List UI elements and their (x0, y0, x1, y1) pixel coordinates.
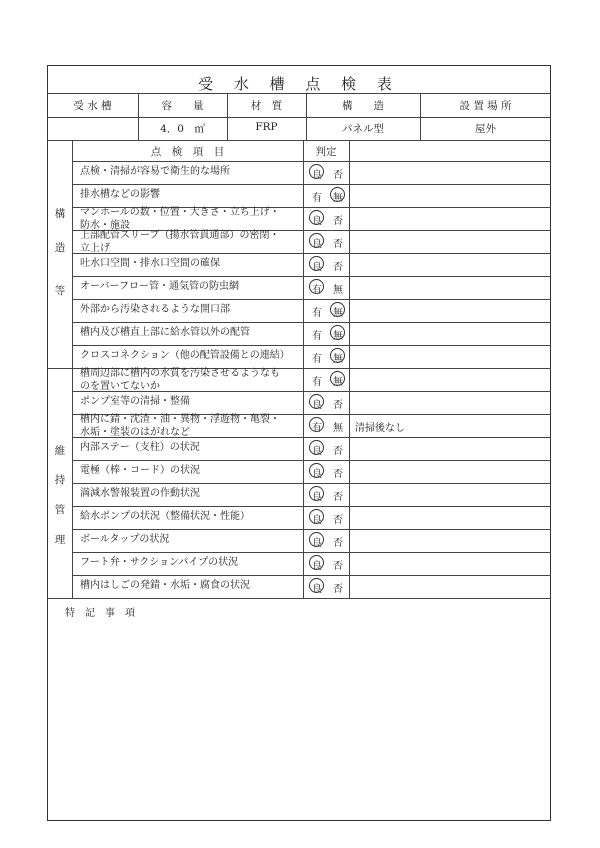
section-label-structure: 等 (54, 285, 66, 297)
check-item-label (80, 350, 290, 363)
check-item-line: 電極（棒・コード）の状況 (80, 465, 200, 476)
judgment-option-a: 良 (312, 492, 322, 503)
judgment-option-a: 良 (312, 446, 322, 457)
judgment-option-a: 良 (312, 538, 322, 549)
check-item-label (80, 534, 169, 547)
judgment-option-b: 否 (333, 515, 343, 526)
judgment-header: 判定 (315, 146, 337, 158)
rule-line (72, 483, 551, 484)
judgment-option-a: 良 (312, 262, 322, 273)
judgment-option-b: 無 (333, 423, 343, 434)
rule-line (72, 575, 551, 576)
spec-location: 屋外 (475, 123, 496, 135)
check-item-label (80, 189, 160, 202)
selected-circle-mark (330, 187, 345, 202)
selected-circle-mark (309, 532, 324, 547)
selected-circle-mark (309, 256, 324, 271)
check-item-label (80, 414, 280, 439)
header-col2: 容 量 (161, 100, 204, 112)
rule-line (72, 184, 551, 185)
check-item-line: 満減水警報装置の作動状況 (80, 488, 200, 499)
judgment-option-b: 無 (333, 308, 343, 319)
rule-line (47, 117, 551, 118)
judgment-option-b: 否 (333, 538, 343, 549)
rule-line (72, 161, 551, 162)
check-item-label (80, 166, 230, 179)
selected-circle-mark (330, 348, 345, 363)
header-col1: 受 水 槽 (73, 100, 112, 112)
rule-line (72, 322, 551, 323)
remarks-boundary (47, 598, 551, 599)
check-item-label (80, 230, 280, 255)
check-item-line: 立上げ (80, 242, 110, 254)
judgment-option-b: 無 (333, 285, 343, 296)
judgment-option-a: 良 (312, 469, 322, 480)
section-label-structure: 造 (54, 242, 66, 254)
selected-circle-mark (309, 279, 324, 294)
judgment-option-b: 無 (333, 331, 343, 342)
check-item-line: 点検・清掃が容易で衛生的な場所 (80, 166, 230, 177)
judgment-option-a: 良 (312, 216, 322, 227)
check-item-label (80, 327, 250, 340)
section-label-structure: 構 (54, 208, 66, 220)
judgment-option-b: 否 (333, 216, 343, 227)
check-item-line: オーバーフロー管・通気管の防虫網 (80, 281, 239, 292)
selected-circle-mark (309, 555, 324, 570)
check-item-label (80, 396, 190, 409)
rule-line (72, 299, 551, 300)
judgment-option-a: 良 (312, 400, 322, 411)
check-item-line: 水垢・塗装のはがれなど (80, 426, 190, 438)
check-item-line: 槽周辺部に槽内の水質を汚染させるようなも (80, 368, 280, 379)
rule-line (47, 140, 551, 141)
selected-circle-mark (309, 233, 324, 248)
judgment-option-a: 良 (312, 584, 322, 595)
judgment-option-b: 無 (333, 193, 343, 204)
judgment-option-b: 否 (333, 469, 343, 480)
check-item-line: フート弁・サクションパイプの状況 (80, 557, 239, 568)
check-item-line: ボールタップの状況 (80, 534, 170, 545)
judgment-option-a: 有 (312, 285, 322, 296)
judgment-option-b: 否 (333, 400, 343, 411)
judgment-option-b: 否 (333, 492, 343, 503)
spec-structure: パネル型 (342, 123, 384, 135)
judgment-option-a: 有 (312, 423, 322, 434)
check-item-line: クロスコネクション（他の配管設備との連結） (80, 350, 290, 361)
rule-line (72, 506, 551, 507)
section-label-maintenance: 維 (54, 445, 66, 457)
rule-line (72, 276, 551, 277)
header-col5: 設 置 場 所 (459, 100, 512, 112)
selected-circle-mark (309, 578, 324, 593)
section-label-maintenance: 持 (54, 474, 66, 486)
check-item-label (80, 304, 230, 317)
spec-material: FRP (255, 121, 278, 133)
selected-circle-mark (309, 509, 324, 524)
check-item-label (80, 465, 200, 478)
check-item-line: 外部から汚染されるような開口部 (80, 304, 230, 315)
selected-circle-mark (309, 394, 324, 409)
rule-line (72, 552, 551, 553)
rule-line (72, 391, 551, 392)
judgment-option-b: 否 (333, 561, 343, 572)
judgment-option-a: 有 (312, 354, 322, 365)
check-item-line: 槽内に錆・沈渣・油・異物・浮遊物・亀裂・ (80, 414, 280, 425)
judgment-option-b: 無 (333, 377, 343, 388)
check-item-line: のを置いてないか (80, 380, 160, 392)
remarks-label: 特 記 事 項 (65, 608, 135, 619)
check-item-label (80, 488, 200, 501)
check-item-line: 上部配管スリーブ（揚水管貫通部）の密閉・ (80, 230, 280, 241)
check-item-label (80, 207, 280, 232)
judgment-option-a: 良 (312, 239, 322, 250)
selected-circle-mark (330, 302, 345, 317)
rule-line (72, 345, 551, 346)
judgment-option-a: 良 (312, 515, 322, 526)
judgment-option-a: 良 (312, 561, 322, 572)
check-item-line: 槽内はしごの発錆・水垢・腐食の状況 (80, 580, 250, 591)
judgment-option-b: 否 (333, 446, 343, 457)
judgment-option-b: 否 (333, 584, 343, 595)
check-item-label (80, 580, 250, 593)
judgment-option-b: 否 (333, 239, 343, 250)
check-item-line: 吐水口空間・排水口空間の確保 (80, 258, 220, 269)
judgment-option-b: 否 (333, 262, 343, 273)
selected-circle-mark (309, 486, 324, 501)
header-col3: 材 質 (250, 100, 283, 112)
rule-line (72, 437, 551, 438)
remark-note: 清掃後なし (355, 423, 405, 434)
judgment-option-a: 有 (312, 308, 322, 319)
spec-capacity: 4．0 ㎥ (160, 123, 205, 135)
check-item-label (80, 557, 238, 570)
form-title: 受 水 槽 点 検 表 (198, 75, 400, 93)
section-label-maintenance: 理 (54, 534, 66, 546)
judgment-option-a: 有 (312, 331, 322, 342)
check-item-line: 排水槽などの影響 (80, 189, 160, 200)
items-header: 点 検 項 目 (150, 146, 225, 158)
check-item-label (80, 442, 200, 455)
rule-line (47, 93, 551, 94)
rule-line (72, 253, 551, 254)
judgment-option-b: 否 (333, 170, 343, 181)
judgment-option-a: 良 (312, 170, 322, 181)
check-item-line: 槽内及び槽直上部に給水管以外の配管 (80, 327, 250, 338)
selected-circle-mark (309, 210, 324, 225)
check-item-line: 内部ステー（支柱）の状況 (80, 442, 200, 453)
judgment-option-b: 無 (333, 354, 343, 365)
check-item-line: ポンプ室等の清掃・整備 (80, 396, 190, 407)
judgment-option-a: 有 (312, 193, 322, 204)
check-item-label (80, 281, 239, 294)
section-label-maintenance: 管 (54, 504, 66, 516)
check-item-line: 防水・施設 (80, 219, 130, 231)
check-item-label (80, 511, 250, 524)
check-item-label (80, 368, 280, 393)
check-item-label (80, 258, 220, 271)
selected-circle-mark (309, 164, 324, 179)
selected-circle-mark (309, 417, 324, 432)
selected-circle-mark (309, 440, 324, 455)
rule-line (72, 460, 551, 461)
check-item-line: 給水ポンプの状況（整備状況・性能） (80, 511, 250, 522)
selected-circle-mark (330, 325, 345, 340)
header-col4: 構 造 (342, 100, 384, 112)
check-item-line: マンホールの数・位置・大きさ・立ち上げ・ (80, 207, 280, 218)
selected-circle-mark (330, 371, 345, 386)
selected-circle-mark (309, 463, 324, 478)
judgment-option-a: 有 (312, 377, 322, 388)
rule-line (72, 529, 551, 530)
